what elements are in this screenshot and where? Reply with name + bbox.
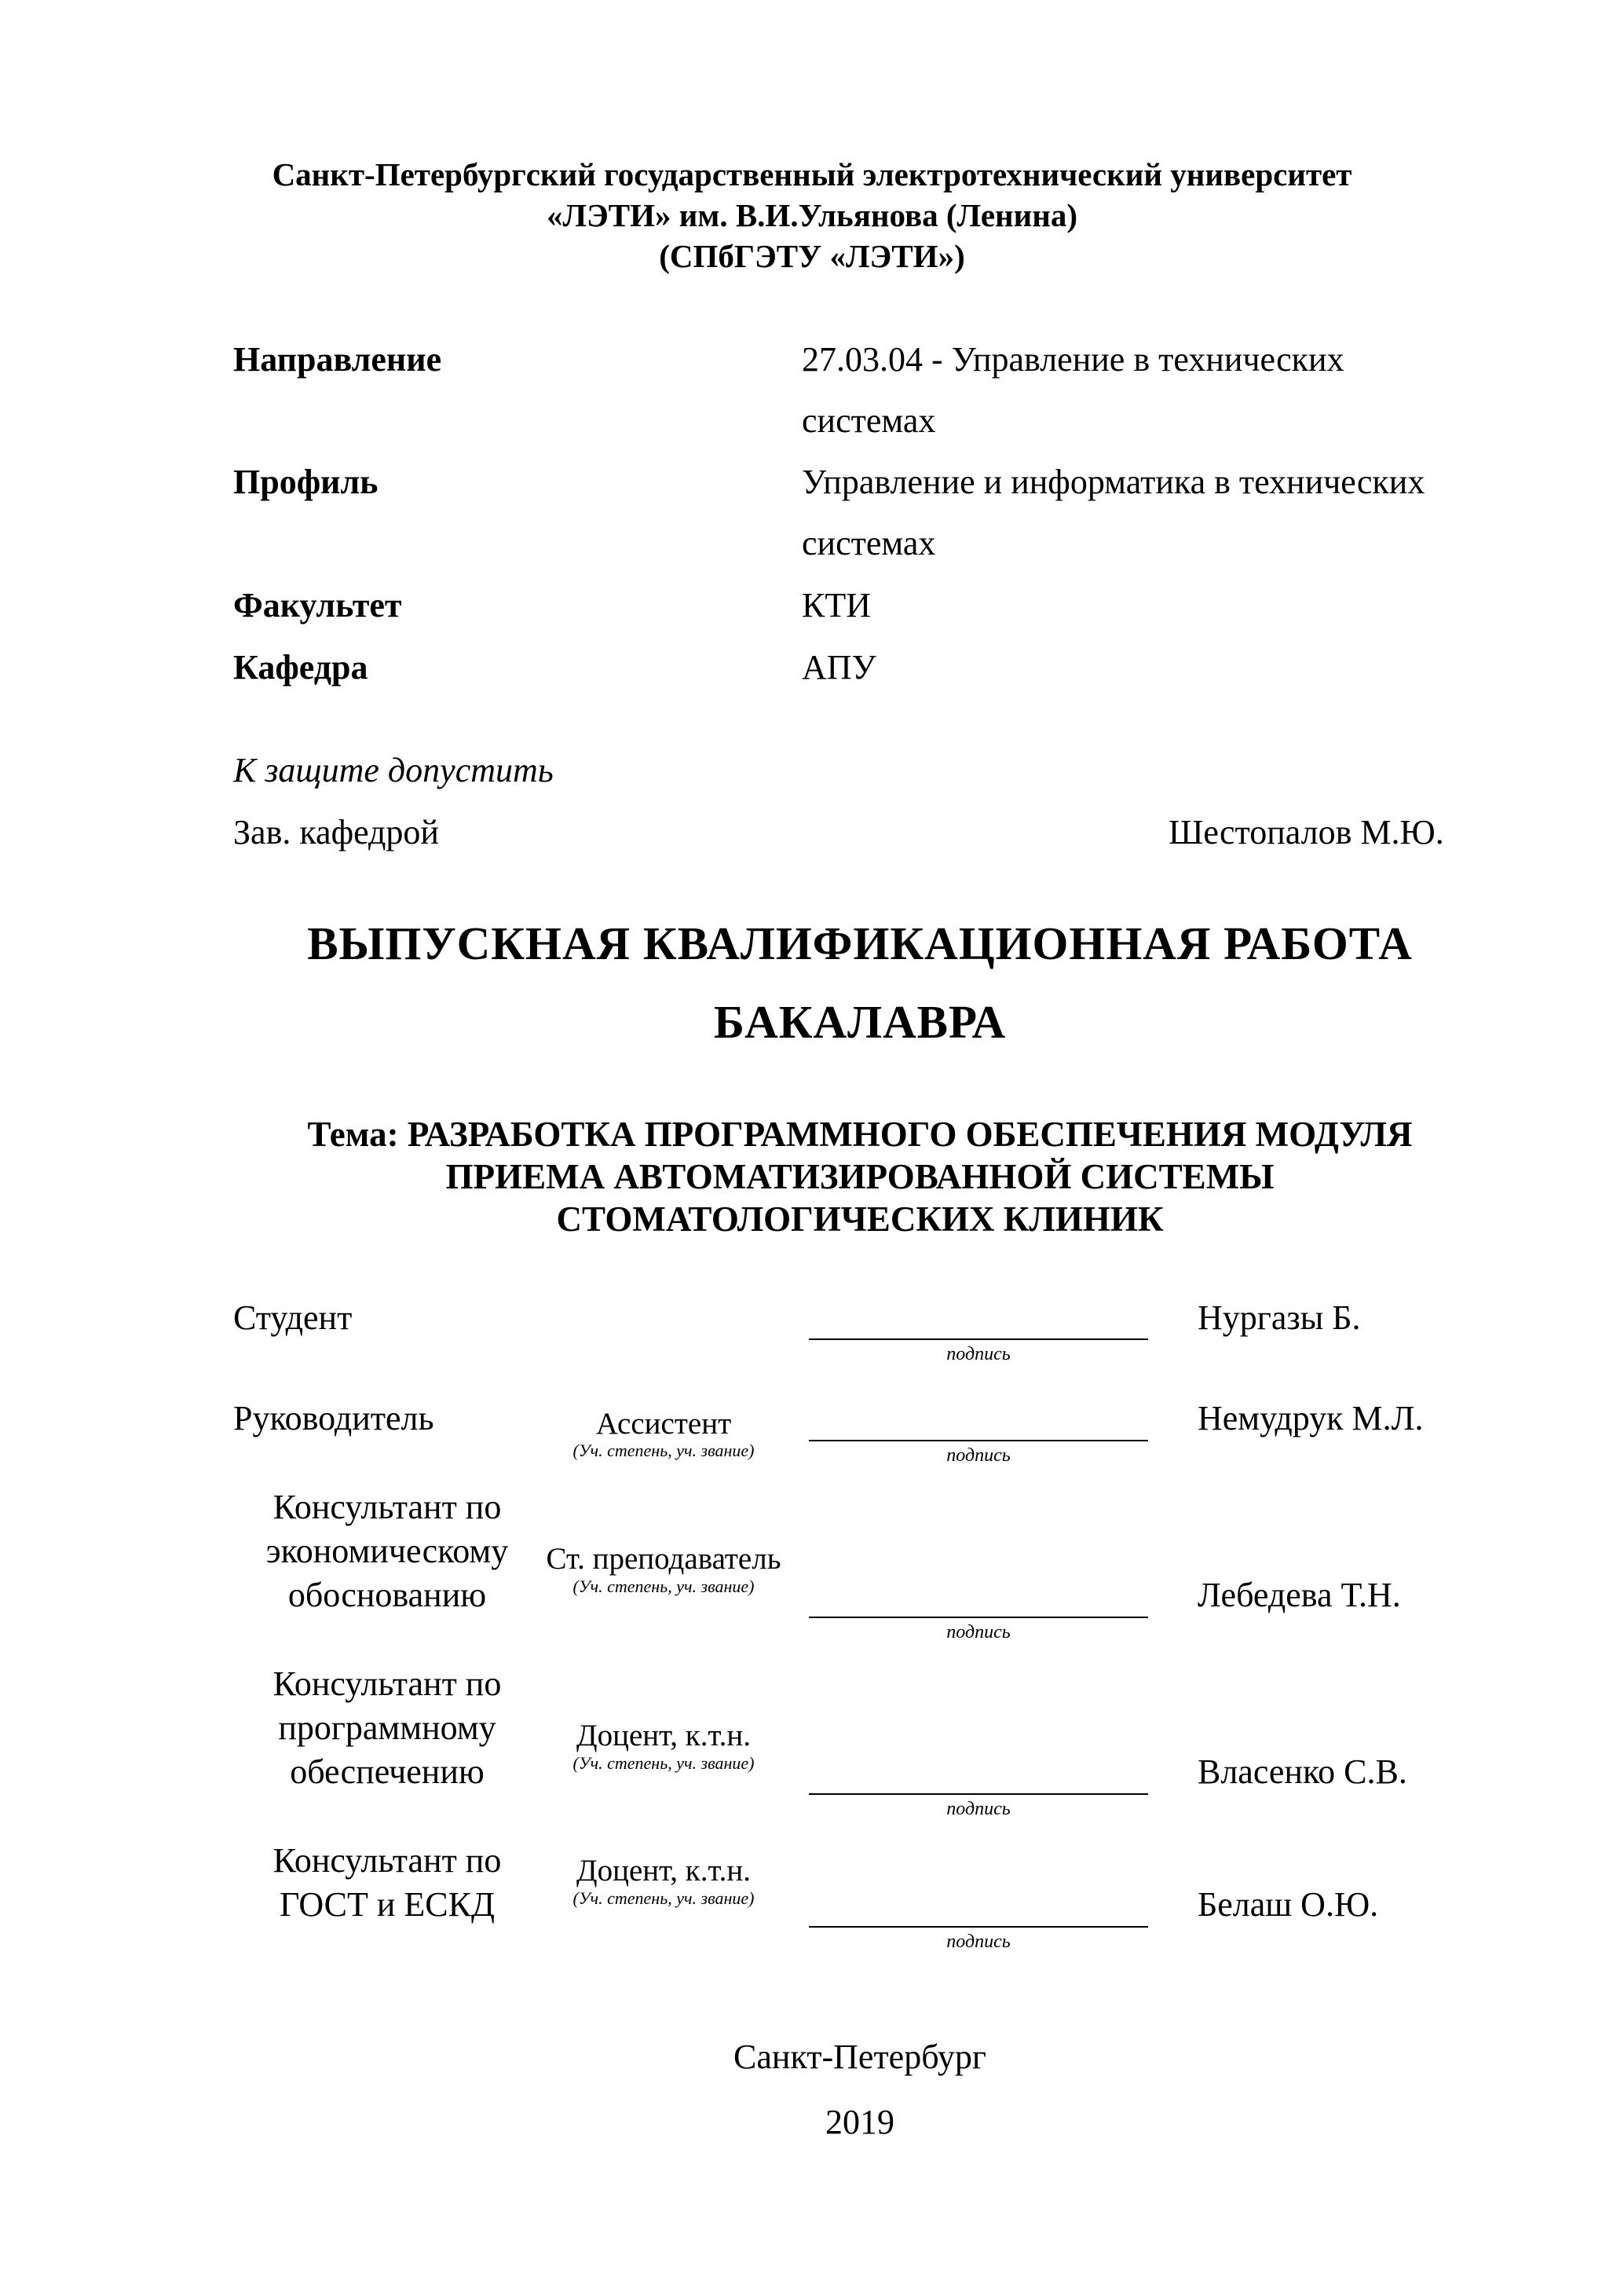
university-name-line2: «ЛЭТИ» им. В.И.Ульянова (Ленина) xyxy=(546,197,1078,233)
degree-caption: (Уч. степень, уч. звание) xyxy=(572,1576,755,1596)
footer-year: 2019 xyxy=(825,2103,894,2141)
signatory-role-line3: обеспечению xyxy=(290,1752,485,1791)
profile-label: Профиль xyxy=(233,463,379,501)
signature-line xyxy=(809,1338,1148,1340)
admit-to-defense: К защите допустить xyxy=(233,751,554,789)
signatory-name: Власенко С.В. xyxy=(1198,1752,1407,1791)
university-name-line1: Санкт-Петербургский государственный электротехнический университет xyxy=(272,156,1352,192)
direction-value-line1: 27.03.04 - Управление в технических xyxy=(802,340,1344,379)
head-of-department-role: Зав. кафедрой xyxy=(233,813,439,851)
theme-line3: СТОМАТОЛОГИЧЕСКИХ КЛИНИК xyxy=(556,1199,1164,1239)
direction-label: Направление xyxy=(233,340,442,379)
university-abbreviation: (СПбГЭТУ «ЛЭТИ») xyxy=(659,238,965,274)
signatory-role-line1: Консультант по xyxy=(272,1841,502,1880)
faculty-label: Факультет xyxy=(233,586,402,624)
signatory-name: Белаш О.Ю. xyxy=(1198,1885,1379,1924)
degree-caption: (Уч. степень, уч. звание) xyxy=(572,1753,755,1773)
department-label: Кафедра xyxy=(233,648,368,687)
direction-value-line2: системах xyxy=(802,401,936,440)
signatory-role-line2: экономическому xyxy=(265,1532,509,1570)
signatory-degree: Ассистент xyxy=(595,1407,732,1441)
theme-line1: Тема: РАЗРАБОТКА ПРОГРАММНОГО ОБЕСПЕЧЕНИЯ МОДУЛЯ xyxy=(307,1115,1413,1154)
signature-caption: подпись xyxy=(946,1799,1011,1819)
signatory-degree: Доцент, к.т.н. xyxy=(576,1719,751,1752)
signature-caption: подпись xyxy=(946,1932,1011,1952)
signatory-role-line2: программному xyxy=(278,1708,496,1747)
work-title-line1: ВЫПУСКНАЯ КВАЛИФИКАЦИОННАЯ РАБОТА xyxy=(307,917,1413,969)
degree-caption: (Уч. степень, уч. звание) xyxy=(572,1441,755,1460)
signature-line xyxy=(809,1926,1148,1928)
signatory-name: Лебедева Т.Н. xyxy=(1198,1576,1401,1614)
signatory-name: Немудрук М.Л. xyxy=(1198,1399,1424,1437)
footer-city: Санкт-Петербург xyxy=(733,2038,986,2076)
signatory-degree: Доцент, к.т.н. xyxy=(576,1854,751,1888)
profile-value-line1: Управление и информатика в технических xyxy=(802,463,1425,501)
signatory-role: Руководитель xyxy=(233,1399,434,1437)
theme-line2: ПРИЕМА АВТОМАТИЗИРОВАННОЙ СИСТЕМЫ xyxy=(445,1157,1275,1196)
signatory-role-line2: ГОСТ и ЕСКД xyxy=(279,1885,495,1924)
signatory-role: Студент xyxy=(233,1298,353,1337)
profile-value-line2: системах xyxy=(802,524,936,562)
signature-line xyxy=(809,1793,1148,1795)
signatory-name: Нургазы Б. xyxy=(1198,1298,1361,1337)
department-value: АПУ xyxy=(802,648,876,687)
head-of-department-name: Шестопалов М.Ю. xyxy=(1169,813,1444,851)
faculty-value: КТИ xyxy=(802,586,871,624)
signature-caption: подпись xyxy=(946,1344,1011,1364)
signature-caption: подпись xyxy=(946,1622,1011,1642)
degree-caption: (Уч. степень, уч. звание) xyxy=(572,1888,755,1908)
signatory-role-line3: обоснованию xyxy=(287,1576,487,1614)
signatory-role-line1: Консультант по xyxy=(272,1488,502,1526)
signature-caption: подпись xyxy=(946,1445,1011,1466)
signature-line xyxy=(809,1440,1148,1441)
signature-line xyxy=(809,1617,1148,1618)
signatory-role-line1: Консультант по xyxy=(272,1664,502,1703)
signatory-degree: Ст. преподаватель xyxy=(546,1542,781,1576)
work-title-line2: БАКАЛАВРА xyxy=(713,996,1007,1048)
